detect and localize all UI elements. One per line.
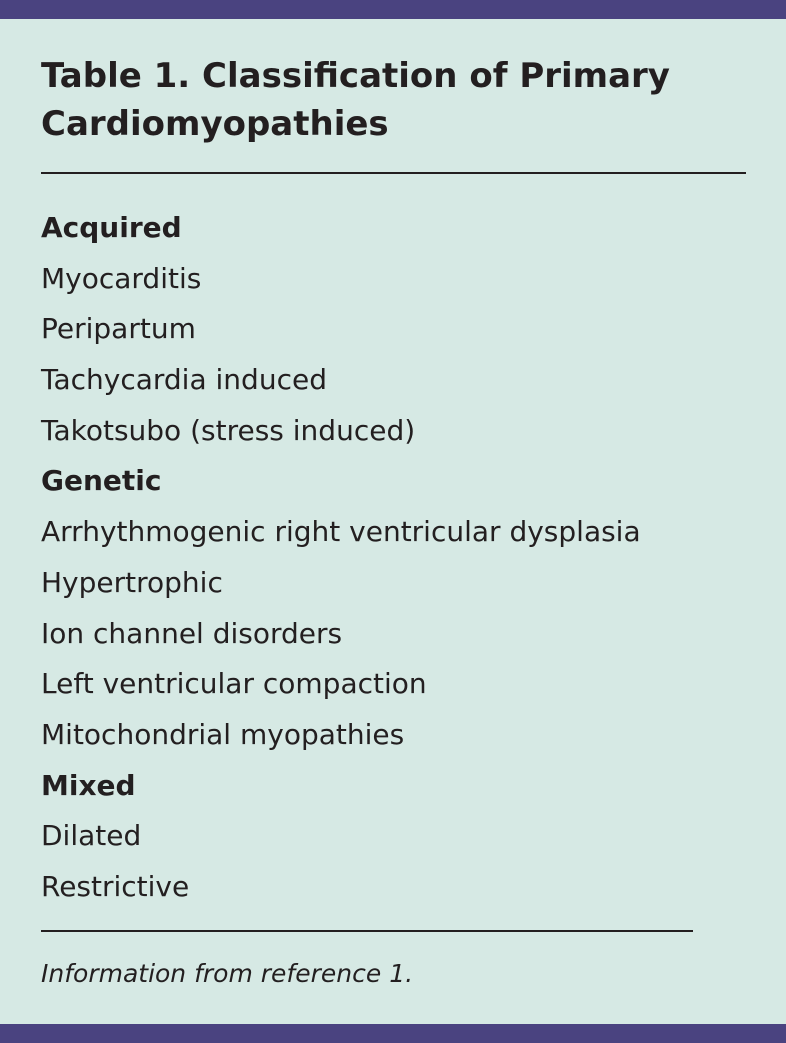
list-item: Myocarditis <box>41 261 202 295</box>
list-item: Peripartum <box>41 312 196 346</box>
source-footnote: Information from reference 1. <box>41 959 414 988</box>
list-item: Mitochondrial myopathies <box>41 717 405 751</box>
group-heading-genetic: Genetic <box>41 464 162 498</box>
bottom-border-bar <box>0 1024 786 1043</box>
list-item: Left ventricular compaction <box>41 667 427 701</box>
top-border-bar <box>0 0 786 19</box>
list-item: Restrictive <box>41 869 190 903</box>
group-heading-mixed: Mixed <box>41 768 136 802</box>
list-item: Hypertrophic <box>41 565 223 599</box>
list-item: Takotsubo (stress induced) <box>41 413 416 447</box>
list-item: Ion channel disorders <box>41 616 343 650</box>
list-item: Arrhythmogenic right ventricular dysplasia <box>41 515 641 549</box>
group-heading-acquired: Acquired <box>41 211 182 244</box>
footnote-divider <box>41 930 693 932</box>
list-item: Dilated <box>41 819 142 853</box>
classification-list <box>41 203 641 913</box>
table-title: Table 1. Classification of Primary Cardiomyopathies <box>41 56 670 144</box>
title-divider <box>41 172 746 174</box>
list-item: Tachycardia induced <box>41 363 327 397</box>
